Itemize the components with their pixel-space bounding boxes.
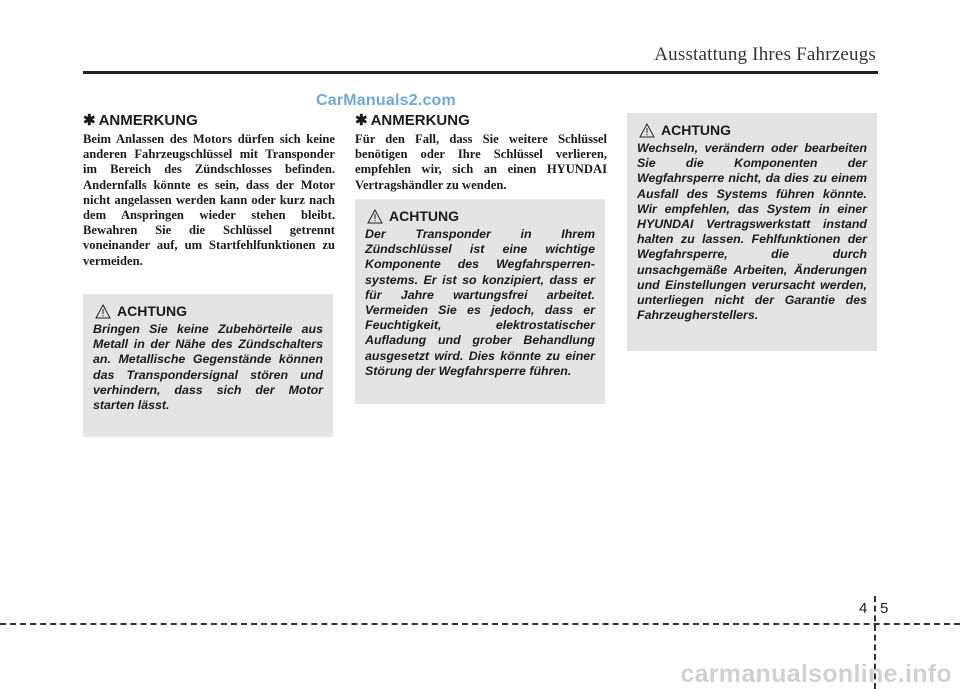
header-rule [83,71,878,74]
warning-triangle-icon [95,304,111,319]
note-heading-1: ✱ ANMERKUNG [83,112,198,129]
watermark-bottom[interactable]: carmanualsonline.info [680,660,952,688]
note-heading-2: ✱ ANMERKUNG [355,112,470,129]
note-column-1 [83,112,335,269]
warning-triangle-icon [367,209,383,224]
caution-heading-1: ACHTUNG [95,302,323,320]
header-title: Ausstattung Ihres Fahrzeugs [654,44,876,65]
caution-box-1 [83,294,333,437]
warning-triangle-icon [639,123,655,138]
page-number: 5 [880,600,889,617]
caution-heading-3: ACHTUNG [639,121,867,139]
chapter-number: 4 [859,600,868,617]
footer-dashed-rule [0,623,960,625]
star-icon: ✱ [83,112,96,129]
caution-box-3 [627,113,877,351]
caution-heading-2: ACHTUNG [367,207,595,225]
caution-body-2: Der Transponder in Ihrem Zündschlüssel ist eine wichtige Komponente des Wegfahrsperren-systems. Er ist so konzipiert, dass er für Jahre wartungsfrei arbeitet. Vermeiden Sie es jedoch, dass er Feuchtigkeit, elektrostatischer Aufladung und grober Behandlung ausgesetzt wird. Dies könnte zu einer Störung der Wegfahrsperre führen. [365,227,595,378]
watermark-top[interactable]: CarManuals2.com [316,92,456,109]
note-body-2: Für den Fall, dass Sie weitere Schlüssel benötigen oder Ihre Schlüssel verlieren, empfehlen wir, sich an einen HYUNDAI Vertragshändler zu wenden. [355,132,607,192]
star-icon: ✱ [355,112,368,129]
caution-body-1: Bringen Sie keine Zubehörteile aus Metall in der Nähe des Zündschalters an. Metallische Gegenstände können das Transpondersignal stören und verhindern, dass sich der Motor starten lässt. [93,322,323,413]
note-column-2 [355,112,607,193]
note-body-1: Beim Anlassen des Motors dürfen sich keine anderen Fahrzeugschlüssel mit Transponder im Bereich des Zündschlosses befinden. Andernfalls könnte es sein, dass der Motor nicht angelassen werden kann oder kurz nach dem Anspringen wieder stehen bleibt. Bewahren Sie die Schlüssel getrennt voneinander auf, um Startfehlfunktionen zu vermeiden. [83,132,335,268]
caution-body-3: Wechseln, verändern oder bearbeiten Sie die Komponenten der Wegfahrsperre nicht, da dies zu einem Ausfall des Systems führen könnte. Wir empfehlen, das System in einer HYUNDAI Vertragswerkstatt instand halten zu lassen. Fehlfunktionen der Wegfahrsperre, die durch unsachgemäße Arbeiten, Änderungen und Einstellungen verursacht werden, unterliegen nicht der Garantie des Fahrzeugherstellers. [637,141,867,323]
caution-box-2 [355,199,605,404]
